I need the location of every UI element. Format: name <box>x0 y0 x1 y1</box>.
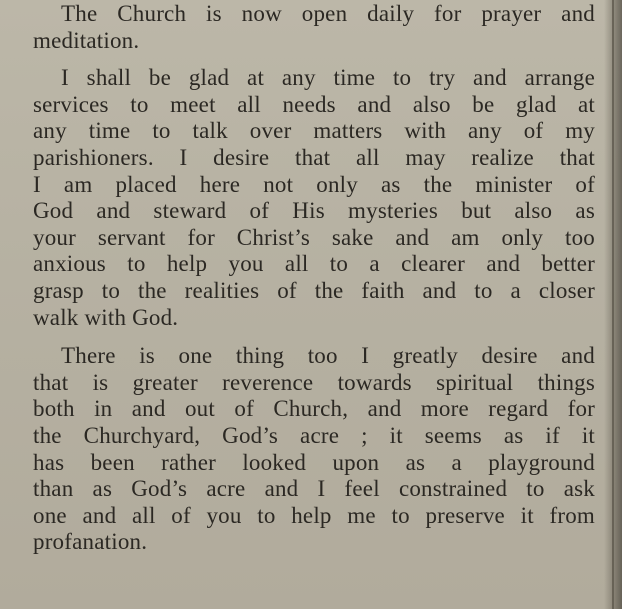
text-line: services to meet all needs and also be glad at <box>33 91 595 117</box>
text-line: grasp to the realities of the faith and to a closer <box>33 277 595 303</box>
text-line: any time to talk over matters with any of my <box>33 118 595 144</box>
paragraph-church-open <box>33 1 595 54</box>
text-line: profanation. <box>33 529 148 555</box>
text-line: your servant for Christ’s sake and am only too <box>33 224 595 250</box>
text-line: anxious to help you all to a clearer and better <box>33 251 595 277</box>
text-line: There is one thing too I greatly desire and <box>61 343 595 369</box>
text-line: The Church is now open daily for prayer and <box>61 1 595 26</box>
article-text <box>33 0 595 556</box>
paragraph-reverence <box>33 343 595 556</box>
text-line: the Churchyard, God’s acre ; it seems as if it <box>33 422 595 448</box>
text-line: both in and out of Church, and more regard for <box>33 396 595 422</box>
text-line: I shall be glad at any time to try and arrange <box>61 65 595 91</box>
text-line: parishioners. I desire that all may realize that <box>33 144 595 170</box>
text-line: than as God’s acre and I feel constrained to ask <box>33 476 595 502</box>
text-line: one and all of you to help me to preserve it from <box>33 502 595 528</box>
page-edge-divider <box>612 0 614 609</box>
text-line: I am placed here not only as the minister of <box>33 171 595 197</box>
paragraph-services <box>33 65 595 331</box>
text-line: walk with God. <box>33 304 179 330</box>
text-line: has been rather looked upon as a playground <box>33 449 595 475</box>
text-line: that is greater reverence towards spiritual things <box>33 369 595 395</box>
text-line: God and steward of His mysteries but also as <box>33 198 595 224</box>
text-line: meditation. <box>33 27 140 53</box>
